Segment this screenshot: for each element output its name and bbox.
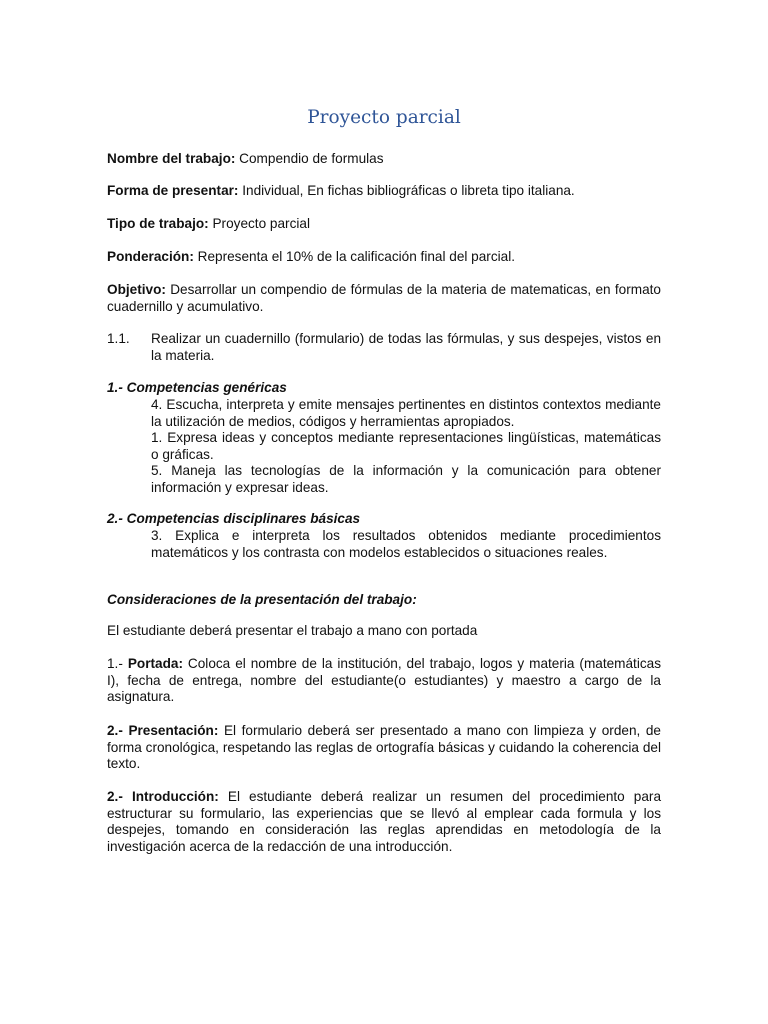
field-ponderacion-label: Ponderación: <box>107 249 194 264</box>
competencias-genericas-list <box>151 397 661 496</box>
portada-label: Portada: <box>127 656 183 671</box>
portada-prefix: 1.- <box>107 656 128 671</box>
item-1-1-text: Realizar un cuadernillo (formulario) de todas las fórmulas, y sus despejes, vistos en la materia. <box>151 331 661 363</box>
list-item: 1. Expresa ideas y conceptos mediante representaciones lingüísticas, matemáticas o gráficas. <box>151 430 661 462</box>
presentacion-text: El formulario deberá ser presentado a mano con limpieza y orden, de forma cronológica, respetando las reglas de ortografía básicas y cuidando la coherencia del texto. <box>107 723 661 771</box>
field-nombre <box>107 151 661 168</box>
introduccion-text: El estudiante deberá realizar un resumen del procedimiento para estructurar su formulario, las experiencias que se llevó al emplear cada formula y los despejes, tomando en consideración las reglas aprendidas en metodología de la investigación acerca de la redacción de una introducción. <box>107 789 662 854</box>
field-ponderacion <box>107 249 661 266</box>
field-forma-value: Individual, En fichas bibliográficas o libreta tipo italiana. <box>238 183 575 198</box>
item-1-1-number: 1.1. <box>107 331 130 346</box>
consideraciones-heading: Consideraciones de la presentación del trabajo: <box>107 592 417 607</box>
competencias-genericas-heading: 1.- Competencias genéricas <box>107 380 287 395</box>
portada-text: Coloca el nombre de la institución, del trabajo, logos y materia (matemáticas I), fecha de entrega, nombre del estudiante(o estudiantes) y maestro a cargo de la asignatura. <box>107 656 662 704</box>
presentacion-label: 2.- Presentación: <box>107 723 219 738</box>
field-nombre-label: Nombre del trabajo: <box>107 151 236 166</box>
field-forma-label: Forma de presentar: <box>107 183 239 198</box>
introduccion-label: 2.- Introducción: <box>107 789 219 804</box>
consideraciones-introduccion <box>107 789 661 855</box>
field-objetivo <box>107 282 661 315</box>
competencias-disciplinares-list <box>151 528 661 561</box>
consideraciones-presentacion <box>107 723 661 773</box>
field-objetivo-label: Objetivo: <box>107 282 166 297</box>
field-ponderacion-value: Representa el 10% de la calificación final del parcial. <box>193 249 516 264</box>
field-objetivo-value: Desarrollar un compendio de fórmulas de la materia de matematicas, en formato cuadernillo y acumulativo. <box>107 282 661 314</box>
field-tipo-value: Proyecto parcial <box>208 216 310 231</box>
field-tipo-label: Tipo de trabajo: <box>107 216 209 231</box>
document-title: Proyecto parcial <box>307 107 461 128</box>
field-forma <box>107 183 661 200</box>
competencias-disciplinares-heading: 2.- Competencias disciplinares básicas <box>107 511 361 526</box>
field-nombre-value: Compendio de formulas <box>235 151 384 166</box>
list-item: 4. Escucha, interpreta y emite mensajes pertinentes en distintos contextos mediante la utilización de medios, códigos y herramientas apropiados. <box>151 397 661 429</box>
consideraciones-portada <box>107 656 661 706</box>
list-item: 3. Explica e interpreta los resultados obtenidos mediante procedimientos matemáticos y los contrasta con modelos establecidos o situaciones reales. <box>151 528 661 560</box>
field-tipo <box>107 216 661 233</box>
item-1-1 <box>107 331 661 364</box>
consideraciones-intro: El estudiante deberá presentar el trabajo a mano con portada <box>107 623 478 638</box>
list-item: 5. Maneja las tecnologías de la información y la comunicación para obtener información y expresar ideas. <box>151 463 661 495</box>
